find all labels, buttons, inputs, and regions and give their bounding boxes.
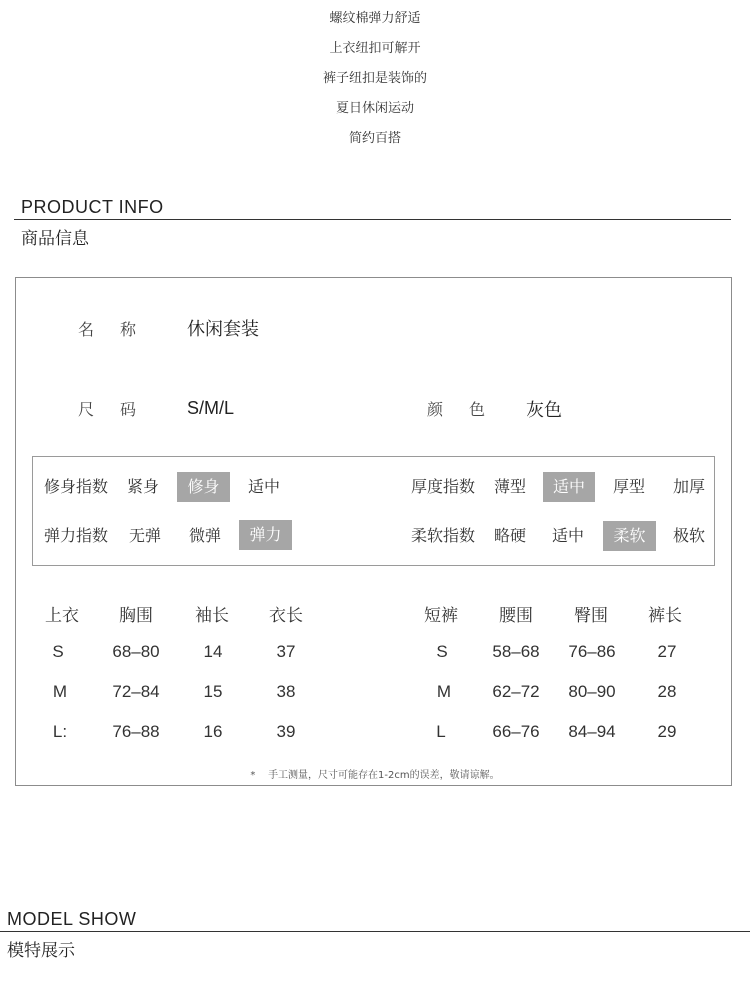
shorts-table-cell: 27 (657, 642, 677, 661)
model-show-subtitle: 模特展示 (7, 941, 75, 961)
thickness-index-label: 厚度指数 (411, 477, 476, 496)
intro-line: 上衣纽扣可解开 (329, 41, 421, 56)
shorts-table-cell: L (436, 722, 446, 741)
shorts-table-cell: 62–72 (492, 682, 540, 701)
fit-option-tight: 紧身 (127, 477, 160, 496)
top-table-cell: L: (52, 722, 68, 741)
top-table-cell: 38 (276, 682, 296, 701)
name-label: 名称 (78, 320, 163, 339)
shorts-table-cell: 29 (657, 722, 677, 741)
shorts-table-cell: S (436, 642, 448, 661)
shorts-table-header: 裤长 (648, 606, 682, 625)
top-table-header: 袖长 (195, 606, 229, 625)
shorts-table-cell: 84–94 (568, 722, 616, 741)
section-divider (14, 219, 731, 220)
elasticity-option-none: 无弹 (129, 526, 162, 545)
thickness-option-thick: 厚型 (613, 477, 646, 496)
thickness-option-extra-thick: 加厚 (673, 477, 706, 496)
elasticity-option-slight: 微弹 (189, 526, 222, 545)
thickness-option-medium-selected: 适中 (543, 472, 595, 502)
note-text: 手工测量，尺寸可能存在1-2cm的误差，敬请谅解。 (268, 770, 500, 781)
product-info-subtitle: 商品信息 (21, 229, 89, 249)
product-info-title: PRODUCT INFO (21, 197, 164, 217)
elasticity-option-stretch-selected: 弹力 (239, 520, 292, 550)
top-table-cell: 39 (276, 722, 296, 741)
top-table-cell: 72–84 (112, 682, 160, 701)
softness-option-medium: 适中 (552, 526, 585, 545)
shorts-table-header: 臀围 (574, 606, 608, 625)
top-table-cell: 68–80 (112, 642, 160, 661)
thickness-option-thin: 薄型 (494, 477, 527, 496)
fit-option-regular: 适中 (248, 477, 281, 496)
name-value: 休闲套装 (187, 319, 259, 340)
softness-option-soft-selected: 柔软 (603, 521, 656, 551)
top-table-cell: 15 (203, 682, 223, 701)
color-label: 颜色 (427, 400, 512, 419)
note-star-icon: * (250, 770, 256, 781)
top-table-cell: 14 (203, 642, 223, 661)
top-table-cell: 16 (203, 722, 223, 741)
top-table-cell: M (52, 682, 68, 701)
intro-line: 裤子纽扣是装饰的 (322, 71, 427, 86)
fit-index-label: 修身指数 (44, 477, 109, 496)
top-table-header: 衣长 (269, 606, 303, 625)
fit-option-slim-selected: 修身 (177, 472, 230, 502)
shorts-table-cell: M (436, 682, 452, 701)
top-table-cell: 37 (276, 642, 296, 661)
intro-line: 螺纹棉弹力舒适 (329, 11, 421, 26)
top-table-cell: S (52, 642, 64, 661)
top-table-header: 胸围 (119, 606, 153, 625)
size-label: 尺码 (78, 400, 163, 419)
shorts-table-cell: 80–90 (568, 682, 616, 701)
softness-index-label: 柔软指数 (411, 526, 476, 545)
shorts-table-cell: 76–86 (568, 642, 616, 661)
color-value: 灰色 (526, 400, 562, 421)
softness-option-very-soft: 极软 (673, 526, 706, 545)
model-show-title: MODEL SHOW (7, 909, 137, 929)
section-divider (0, 931, 750, 932)
intro-line: 夏日休闲运动 (335, 101, 414, 116)
measurement-note (0, 766, 750, 781)
top-table-header: 上衣 (45, 606, 79, 625)
intro-line: 简约百搭 (348, 131, 401, 146)
shorts-table-cell: 58–68 (492, 642, 540, 661)
shorts-table-header: 腰围 (499, 606, 533, 625)
shorts-table-cell: 66–76 (492, 722, 540, 741)
softness-option-firm: 略硬 (494, 526, 527, 545)
shorts-table-header: 短裤 (424, 606, 458, 625)
size-value: S/M/L (187, 398, 235, 418)
elasticity-index-label: 弹力指数 (44, 526, 109, 545)
shorts-table-cell: 28 (657, 682, 677, 701)
top-table-cell: 76–88 (112, 722, 160, 741)
